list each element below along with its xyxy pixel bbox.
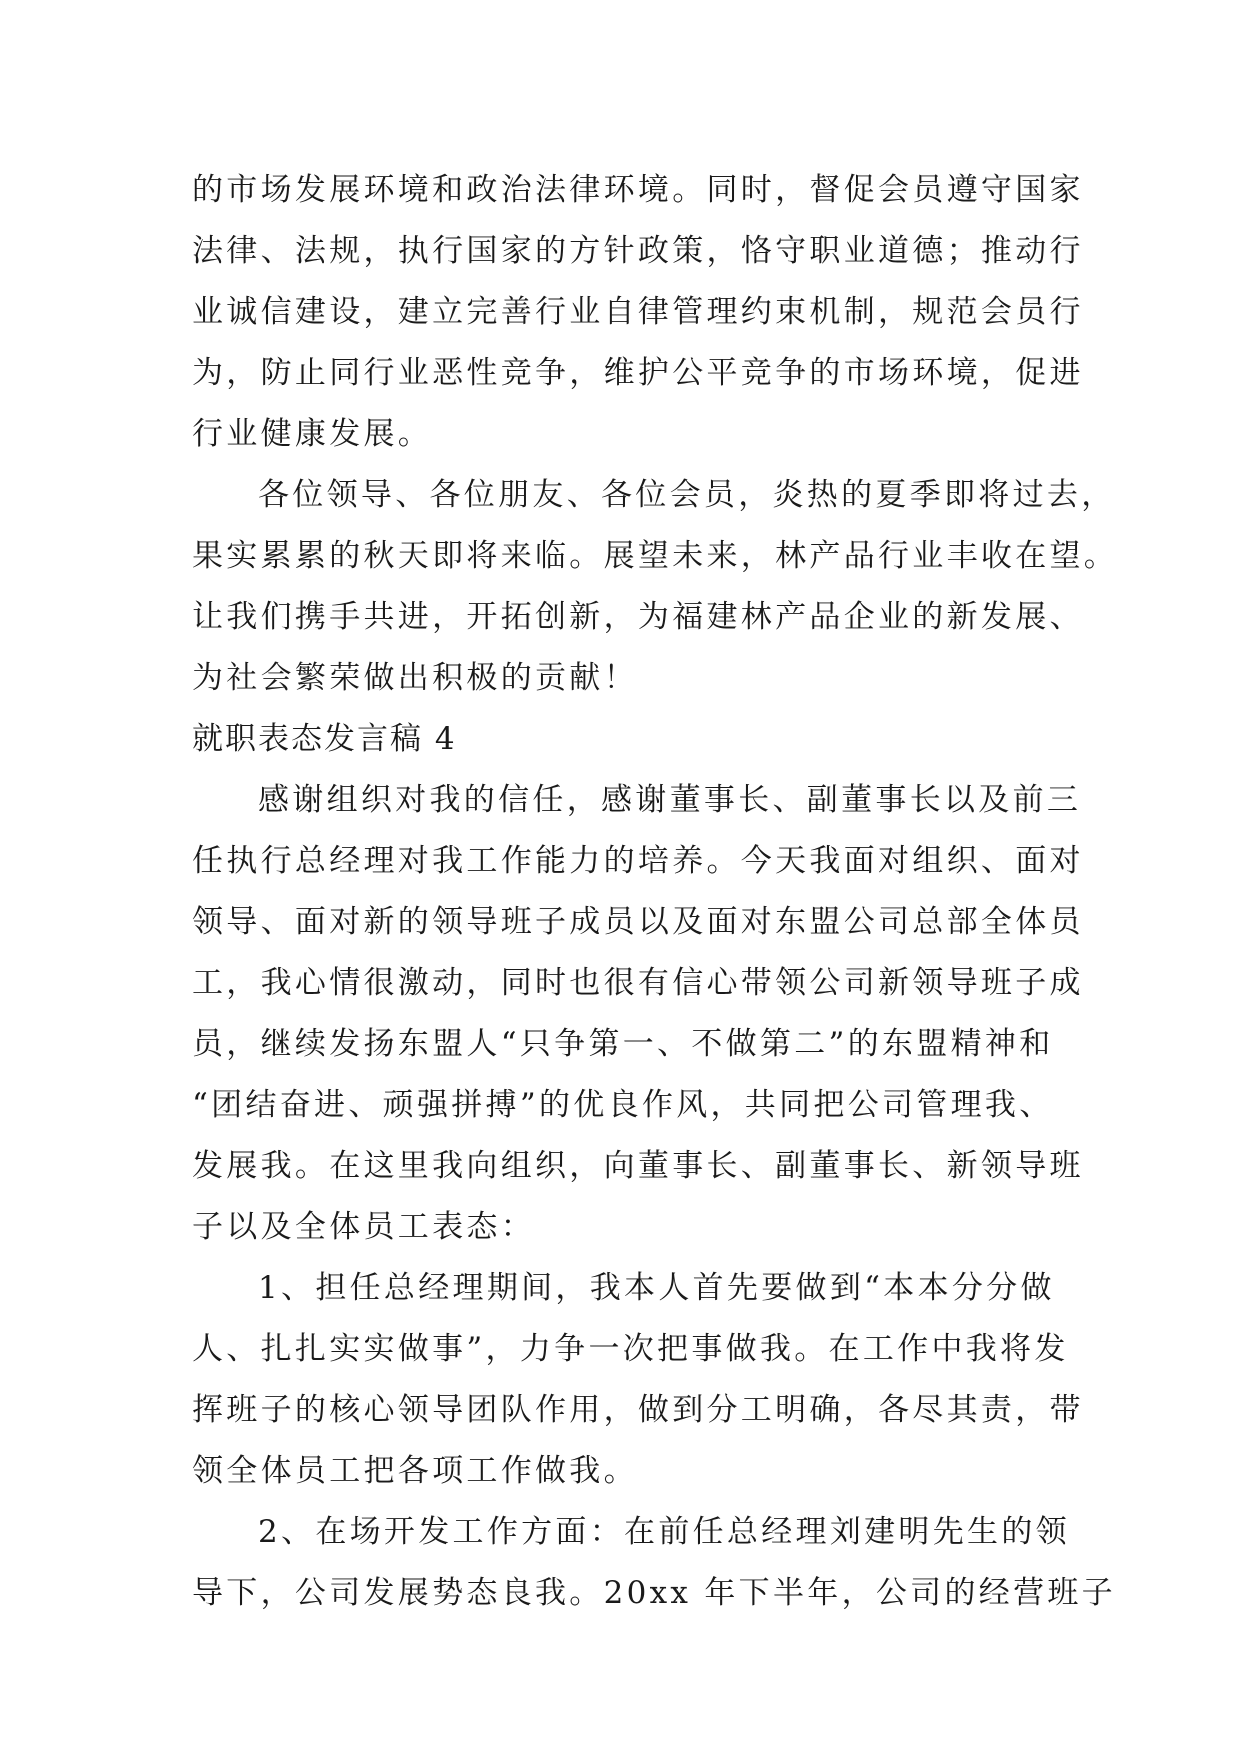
paragraph-line: 员，继续发扬东盟人“只争第一、不做第二”的东盟精神和: [192, 1026, 1054, 1062]
paragraph-line: 让我们携手共进，开拓创新，为福建林产品企业的新发展、: [192, 599, 1084, 635]
paragraph-line: 发展我。在这里我向组织，向董事长、副董事长、新领导班: [192, 1148, 1084, 1184]
paragraph-line: 人、扎扎实实做事”，力争一次把事做我。在工作中我将发: [192, 1331, 1069, 1367]
document-body: [192, 160, 1119, 1624]
paragraph-line: 法律、法规，执行国家的方针政策，恪守职业道德；推动行: [192, 233, 1084, 269]
paragraph-line: 行业健康发展。: [192, 416, 433, 452]
paragraph-line: 领导、面对新的领导班子成员以及面对东盟公司总部全体员: [192, 904, 1084, 940]
paragraph-line: 领全体员工把各项工作做我。: [192, 1453, 638, 1489]
paragraph-line: 导下，公司发展势态良我。20xx 年下半年，公司的经营班子: [192, 1575, 1116, 1611]
paragraph-line: 为社会繁荣做出积极的贡献！: [192, 660, 638, 696]
paragraph-line: 2、在场开发工作方面：在前任总经理刘建明先生的领: [258, 1514, 1070, 1550]
paragraph-line: 任执行总经理对我工作能力的培养。今天我面对组织、面对: [192, 843, 1084, 879]
paragraph-line: “团结奋进、顽强拼搏”的优良作风，共同把公司管理我、: [192, 1087, 1054, 1123]
paragraph-line: 各位领导、各位朋友、各位会员，炎热的夏季即将过去，: [258, 477, 1116, 513]
paragraph-line: 挥班子的核心领导团队作用，做到分工明确，各尽其责，带: [192, 1392, 1084, 1428]
paragraph-line: 工，我心情很激动，同时也很有信心带领公司新领导班子成: [192, 965, 1084, 1001]
paragraph-line: 果实累累的秋天即将来临。展望未来，林产品行业丰收在望。: [192, 538, 1119, 574]
paragraph-line: 感谢组织对我的信任，感谢董事长、副董事长以及前三: [258, 782, 1082, 818]
section-heading: 就职表态发言稿 4: [192, 721, 457, 757]
paragraph-line: 1、担任总经理期间，我本人首先要做到“本本分分做: [258, 1270, 1055, 1306]
paragraph-line: 的市场发展环境和政治法律环境。同时，督促会员遵守国家: [192, 172, 1084, 208]
paragraph-line: 业诚信建设，建立完善行业自律管理约束机制，规范会员行: [192, 294, 1084, 330]
paragraph-line: 子以及全体员工表态：: [192, 1209, 535, 1245]
paragraph-line: 为，防止同行业恶性竞争，维护公平竞争的市场环境，促进: [192, 355, 1084, 391]
